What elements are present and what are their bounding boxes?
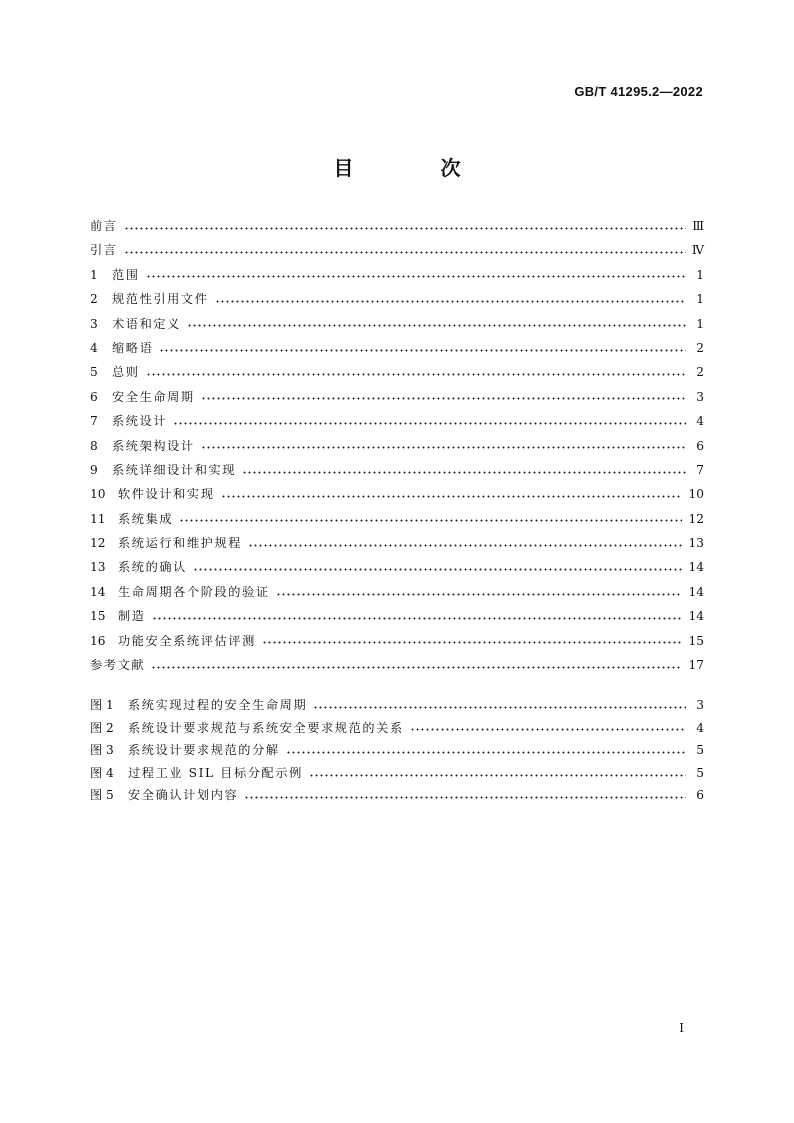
toc-item-bibliography[interactable] xyxy=(90,653,704,677)
toc-item-label: 前言 xyxy=(90,219,118,233)
toc-item-number: 14 xyxy=(90,584,106,599)
toc-item-page: 6 xyxy=(696,438,704,453)
toc-item-label: 规范性引用文件 xyxy=(112,292,209,307)
leader-dots xyxy=(201,397,686,400)
toc-item-label: 系统运行和维护规程 xyxy=(118,536,243,551)
leader-dots xyxy=(215,300,686,303)
toc-item-page: Ⅳ xyxy=(691,243,704,258)
figure-label: 系统实现过程的安全生命周期 xyxy=(128,698,308,712)
leader-dots xyxy=(193,568,683,571)
figure-item-3[interactable] xyxy=(90,739,704,762)
toc-item-page: 14 xyxy=(688,584,704,599)
toc-item-label: 系统集成 xyxy=(118,511,174,526)
toc-item-label: 缩略语 xyxy=(112,340,154,355)
leader-dots xyxy=(151,666,682,669)
toc-item-page: 10 xyxy=(688,487,704,502)
figure-number: 图 4 xyxy=(90,765,114,780)
leader-dots xyxy=(124,251,686,254)
leader-dots xyxy=(187,324,686,327)
leader-dots xyxy=(276,593,683,596)
leader-dots xyxy=(201,446,686,449)
list-of-figures xyxy=(90,694,704,807)
figure-page: 3 xyxy=(696,698,704,712)
figure-page: 5 xyxy=(696,765,704,780)
leader-dots xyxy=(248,544,682,547)
figure-label: 安全确认计划内容 xyxy=(128,788,239,803)
figure-item-1[interactable] xyxy=(90,694,704,717)
leader-dots xyxy=(410,728,686,731)
leader-dots xyxy=(159,349,686,352)
toc-item-label: 软件设计和实现 xyxy=(118,487,215,502)
figure-item-4[interactable] xyxy=(90,762,704,785)
toc-item-number: 7 xyxy=(90,414,98,429)
page-title: 目 次 xyxy=(333,156,501,180)
figure-label: 系统设计要求规范与系统安全要求规范的关系 xyxy=(128,720,404,735)
leader-dots xyxy=(262,641,683,644)
toc-item-page: 14 xyxy=(688,560,704,575)
toc-item-label: 术语和定义 xyxy=(112,316,181,331)
toc-item-number: 15 xyxy=(90,609,106,624)
toc-item-page: 2 xyxy=(696,365,704,380)
toc-item-page: 2 xyxy=(696,340,704,355)
toc-item-9[interactable] xyxy=(90,458,704,482)
toc-item-5[interactable] xyxy=(90,360,704,384)
toc-item-number: 13 xyxy=(90,560,106,575)
toc-item-3[interactable] xyxy=(90,312,704,336)
toc-item-number: 10 xyxy=(90,487,106,502)
standard-number: GB/T 41295.2—2022 xyxy=(574,84,703,99)
toc-item-number: 1 xyxy=(90,267,98,282)
toc-item-label: 参考文献 xyxy=(90,658,146,673)
figure-number: 图 2 xyxy=(90,720,114,735)
toc-item-8[interactable] xyxy=(90,434,704,458)
leader-dots xyxy=(286,751,686,754)
toc-item-number: 6 xyxy=(90,389,98,404)
figure-item-2[interactable] xyxy=(90,717,704,740)
toc-item-4[interactable] xyxy=(90,336,704,360)
leader-dots xyxy=(221,495,683,498)
toc-item-page: 13 xyxy=(688,536,704,551)
toc-item-number: 2 xyxy=(90,292,98,307)
toc-item-2[interactable] xyxy=(90,287,704,311)
page-number: I xyxy=(679,1021,684,1035)
toc-item-page: 17 xyxy=(688,658,704,673)
figure-page: 4 xyxy=(696,720,704,735)
figure-item-5[interactable] xyxy=(90,784,704,807)
toc-item-15[interactable] xyxy=(90,604,704,628)
leader-dots xyxy=(179,519,682,522)
toc-item-label: 系统的确认 xyxy=(118,560,187,575)
toc-item-label: 引言 xyxy=(90,243,118,258)
toc-item-label: 范围 xyxy=(112,267,140,282)
leader-dots xyxy=(124,227,686,230)
toc-item-page: 12 xyxy=(688,511,704,526)
toc-item-page: 1 xyxy=(696,292,704,307)
toc-item-introduction[interactable] xyxy=(90,238,704,262)
toc-item-label: 系统设计 xyxy=(112,414,168,429)
figure-page: 5 xyxy=(696,743,704,758)
toc-item-label: 功能安全系统评估评测 xyxy=(118,633,256,648)
toc-item-label: 生命周期各个阶段的验证 xyxy=(118,584,270,599)
toc-item-page: Ⅲ xyxy=(692,219,704,233)
toc-item-label: 安全生命周期 xyxy=(112,389,195,404)
toc-item-number: 4 xyxy=(90,340,98,355)
toc-item-13[interactable] xyxy=(90,555,704,579)
toc-item-page: 15 xyxy=(688,633,704,648)
toc-item-6[interactable] xyxy=(90,385,704,409)
toc-item-10[interactable] xyxy=(90,482,704,506)
toc-item-page: 1 xyxy=(696,316,704,331)
leader-dots xyxy=(146,275,686,278)
toc-item-number: 9 xyxy=(90,462,98,477)
toc-item-page: 3 xyxy=(696,389,704,404)
toc-item-label: 系统详细设计和实现 xyxy=(112,462,237,477)
toc-item-12[interactable] xyxy=(90,531,704,555)
toc-item-label: 总则 xyxy=(112,365,140,380)
toc-item-label: 系统架构设计 xyxy=(112,438,195,453)
toc-item-number: 11 xyxy=(90,511,106,526)
toc-item-number: 12 xyxy=(90,536,106,551)
figure-number: 图 5 xyxy=(90,788,114,803)
table-of-contents xyxy=(90,214,704,677)
toc-item-label: 制造 xyxy=(118,609,146,624)
toc-item-number: 3 xyxy=(90,316,98,331)
toc-item-page: 1 xyxy=(696,267,704,282)
toc-item-page: 4 xyxy=(696,414,704,429)
toc-item-14[interactable] xyxy=(90,580,704,604)
toc-item-number: 5 xyxy=(90,365,98,380)
leader-dots xyxy=(313,706,686,709)
leader-dots xyxy=(173,422,686,425)
leader-dots xyxy=(146,373,686,376)
toc-item-page: 7 xyxy=(696,462,704,477)
leader-dots xyxy=(309,774,686,777)
figure-page: 6 xyxy=(696,788,704,803)
leader-dots xyxy=(244,796,686,799)
figure-label: 系统设计要求规范的分解 xyxy=(128,743,280,758)
figure-number: 图 1 xyxy=(90,698,114,712)
toc-item-16[interactable] xyxy=(90,629,704,653)
leader-dots xyxy=(242,471,686,474)
toc-item-number: 16 xyxy=(90,633,106,648)
figure-label: 过程工业 SIL 目标分配示例 xyxy=(128,765,303,780)
toc-item-page: 14 xyxy=(688,609,704,624)
toc-item-number: 8 xyxy=(90,438,98,453)
figure-number: 图 3 xyxy=(90,743,114,758)
toc-item-1[interactable] xyxy=(90,263,704,287)
toc-item-11[interactable] xyxy=(90,507,704,531)
toc-item-preface[interactable] xyxy=(90,214,704,238)
leader-dots xyxy=(152,617,683,620)
toc-item-7[interactable] xyxy=(90,409,704,433)
